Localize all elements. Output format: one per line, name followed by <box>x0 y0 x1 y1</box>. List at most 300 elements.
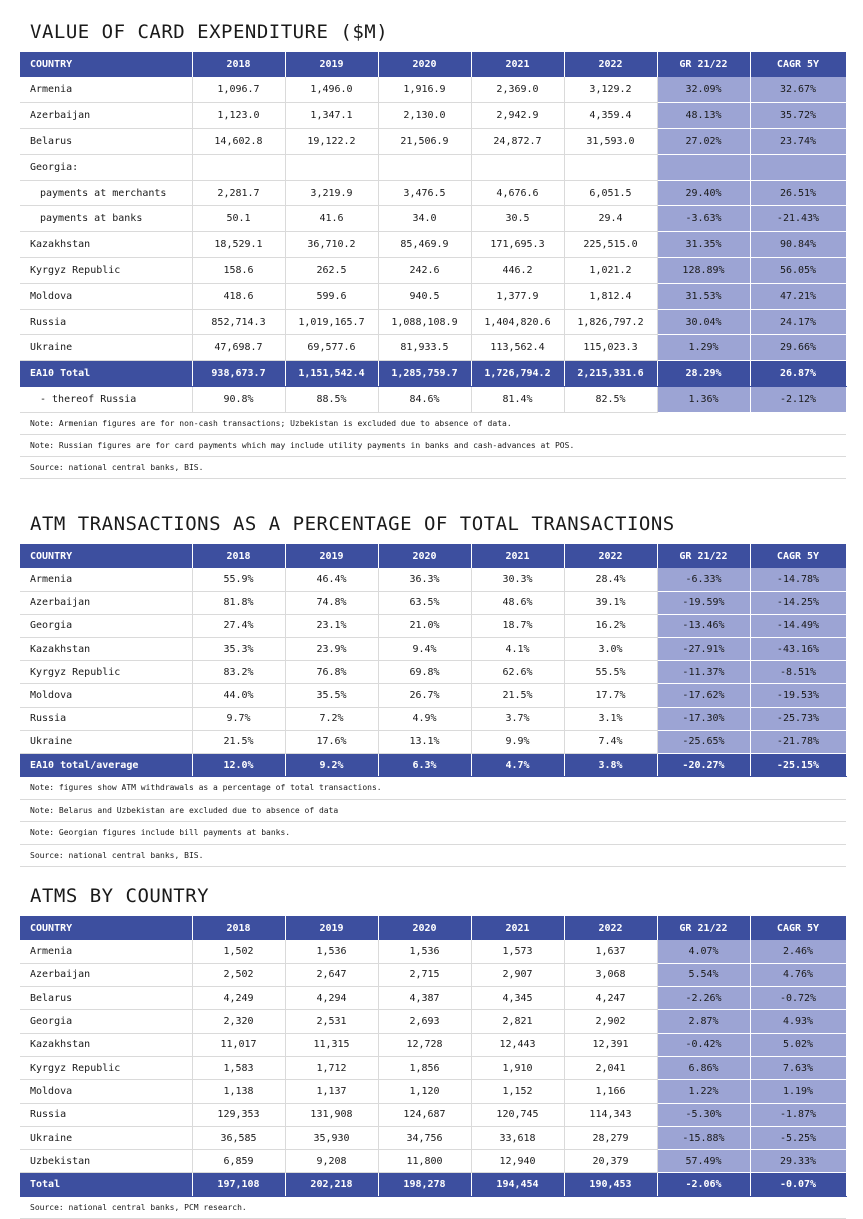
footnote: Note: Armenian figures are for non-cash transactions; Uzbekistan is excluded due to absence of data. <box>20 413 846 435</box>
cell-cagr-5y: 2.46% <box>750 940 846 963</box>
cell-2019: 7.2% <box>285 707 378 730</box>
row-label: EA10 Total <box>20 361 192 387</box>
cell-2021: 12,443 <box>471 1033 564 1056</box>
row-label: Uzbekistan <box>20 1150 192 1173</box>
cell-2019: 1,019,165.7 <box>285 309 378 335</box>
cell-2022: 16.2% <box>564 614 657 637</box>
cell-2021: 21.5% <box>471 684 564 707</box>
cell-2021: 4.7% <box>471 754 564 777</box>
table-row <box>20 154 846 180</box>
cell-cagr-5y: -14.49% <box>750 614 846 637</box>
row-label: Armenia <box>20 940 192 963</box>
footnote: Note: Russian figures are for card payments which may include utility payments in banks and cash-advances at POS. <box>20 435 846 457</box>
cell-2021: 1,726,794.2 <box>471 361 564 387</box>
cell-2022: 7.4% <box>564 730 657 753</box>
column-header-2020: 2020 <box>378 916 471 940</box>
cell-2022: 28,279 <box>564 1126 657 1149</box>
column-header-2021: 2021 <box>471 916 564 940</box>
column-header-2021: 2021 <box>471 52 564 77</box>
section-title: VALUE OF CARD EXPENDITURE ($M) <box>30 21 389 43</box>
table-row <box>20 232 846 258</box>
row-label: Georgia: <box>20 154 192 180</box>
cell-cagr-5y: -5.25% <box>750 1126 846 1149</box>
column-header-cagr-5y: CAGR 5Y <box>750 544 846 568</box>
cell-2020: 124,687 <box>378 1103 471 1126</box>
cell-2020: 1,916.9 <box>378 77 471 103</box>
row-label: Armenia <box>20 77 192 103</box>
cell-2019: 88.5% <box>285 387 378 413</box>
cell-2019: 23.9% <box>285 638 378 661</box>
cell-gr-21-22: 57.49% <box>657 1150 750 1173</box>
cell-2019: 36,710.2 <box>285 232 378 258</box>
data-table <box>20 52 847 413</box>
cell-2021: 2,942.9 <box>471 103 564 129</box>
cell-2018: 9.7% <box>192 707 285 730</box>
row-label: Azerbaijan <box>20 591 192 614</box>
cell-cagr-5y: -25.15% <box>750 754 846 777</box>
cell-2019: 2,531 <box>285 1010 378 1033</box>
cell-gr-21-22: 31.53% <box>657 283 750 309</box>
cell-2019: 35,930 <box>285 1126 378 1149</box>
row-label: Kyrgyz Republic <box>20 661 192 684</box>
cell-2018: 418.6 <box>192 283 285 309</box>
cell-cagr-5y: 4.76% <box>750 963 846 986</box>
row-label: Russia <box>20 707 192 730</box>
cell-2022: 190,453 <box>564 1173 657 1196</box>
cell-2019: 1,151,542.4 <box>285 361 378 387</box>
table-row <box>20 707 846 730</box>
column-header-2019: 2019 <box>285 544 378 568</box>
cell-2020: 34,756 <box>378 1126 471 1149</box>
cell-cagr-5y: 5.02% <box>750 1033 846 1056</box>
cell-2020: 242.6 <box>378 258 471 284</box>
row-label: Ukraine <box>20 730 192 753</box>
cell-2018: 18,529.1 <box>192 232 285 258</box>
header-row <box>20 52 846 77</box>
cell-2020: 69.8% <box>378 661 471 684</box>
cell-2020: 81,933.5 <box>378 335 471 361</box>
cell-2022: 55.5% <box>564 661 657 684</box>
cell-2022: 3.1% <box>564 707 657 730</box>
cell-2020: 84.6% <box>378 387 471 413</box>
column-header-2020: 2020 <box>378 52 471 77</box>
total-row <box>20 754 846 777</box>
source-note: Source: national central banks, BIS. <box>20 845 846 868</box>
table-row <box>20 335 846 361</box>
cell-cagr-5y: -2.12% <box>750 387 846 413</box>
cell-2022: 1,166 <box>564 1080 657 1103</box>
table-row <box>20 77 846 103</box>
row-label: Belarus <box>20 129 192 155</box>
table-row <box>20 591 846 614</box>
cell-2020: 21.0% <box>378 614 471 637</box>
row-label: Georgia <box>20 614 192 637</box>
table-row <box>20 309 846 335</box>
cell-2022: 1,021.2 <box>564 258 657 284</box>
cell-gr-21-22: -19.59% <box>657 591 750 614</box>
cell-2018: 11,017 <box>192 1033 285 1056</box>
cell-2021: 2,907 <box>471 963 564 986</box>
cell-2018: 1,502 <box>192 940 285 963</box>
footnote: Note: Belarus and Uzbekistan are excluded due to absence of data <box>20 800 846 823</box>
data-table <box>20 916 847 1197</box>
cell-2021: 12,940 <box>471 1150 564 1173</box>
cell-2022: 2,902 <box>564 1010 657 1033</box>
cell-2021: 1,910 <box>471 1056 564 1079</box>
cell-2021: 1,152 <box>471 1080 564 1103</box>
cell-2022: 28.4% <box>564 568 657 591</box>
cell-gr-21-22: -0.42% <box>657 1033 750 1056</box>
cell-2021: 446.2 <box>471 258 564 284</box>
cell-2020: 26.7% <box>378 684 471 707</box>
cell-cagr-5y: -1.87% <box>750 1103 846 1126</box>
cell-2018: 14,602.8 <box>192 129 285 155</box>
cell-cagr-5y: -25.73% <box>750 707 846 730</box>
column-header-cagr-5y: CAGR 5Y <box>750 916 846 940</box>
row-label: - thereof Russia <box>20 387 192 413</box>
cell-gr-21-22: -17.30% <box>657 707 750 730</box>
cell-2018: 27.4% <box>192 614 285 637</box>
table-row <box>20 206 846 232</box>
cell-cagr-5y: -21.78% <box>750 730 846 753</box>
table-row <box>20 1080 846 1103</box>
cell-2021: 48.6% <box>471 591 564 614</box>
cell-cagr-5y: 29.66% <box>750 335 846 361</box>
cell-2020: 1,536 <box>378 940 471 963</box>
cell-cagr-5y: 24.17% <box>750 309 846 335</box>
cell-cagr-5y: 90.84% <box>750 232 846 258</box>
footnote: Note: Georgian figures include bill payments at banks. <box>20 822 846 845</box>
cell-2022: 12,391 <box>564 1033 657 1056</box>
cell-2018: 21.5% <box>192 730 285 753</box>
cell-2019: 19,122.2 <box>285 129 378 155</box>
cell-cagr-5y <box>750 154 846 180</box>
cell-gr-21-22: 4.07% <box>657 940 750 963</box>
cell-2022: 1,637 <box>564 940 657 963</box>
cell-2022: 29.4 <box>564 206 657 232</box>
cell-gr-21-22: 28.29% <box>657 361 750 387</box>
cell-2019: 69,577.6 <box>285 335 378 361</box>
table-row <box>20 987 846 1010</box>
cell-2018 <box>192 154 285 180</box>
cell-2019: 1,496.0 <box>285 77 378 103</box>
data-table <box>20 544 847 777</box>
row-label: payments at banks <box>20 206 192 232</box>
cell-2019: 9.2% <box>285 754 378 777</box>
cell-gr-21-22: 6.86% <box>657 1056 750 1079</box>
cell-2018: 852,714.3 <box>192 309 285 335</box>
cell-cagr-5y: 56.05% <box>750 258 846 284</box>
column-header-gr-21-22: GR 21/22 <box>657 544 750 568</box>
cell-2021: 113,562.4 <box>471 335 564 361</box>
cell-2019: 1,536 <box>285 940 378 963</box>
table-row <box>20 684 846 707</box>
section-title: ATM TRANSACTIONS AS A PERCENTAGE OF TOTAL TRANSACTIONS <box>30 513 675 535</box>
cell-2021: 194,454 <box>471 1173 564 1196</box>
row-label: payments at merchants <box>20 180 192 206</box>
cell-2020: 11,800 <box>378 1150 471 1173</box>
cell-2018: 36,585 <box>192 1126 285 1149</box>
row-label: Ukraine <box>20 1126 192 1149</box>
row-label: Moldova <box>20 283 192 309</box>
column-header-2020: 2020 <box>378 544 471 568</box>
cell-2022: 6,051.5 <box>564 180 657 206</box>
table-row <box>20 1010 846 1033</box>
cell-gr-21-22: 2.87% <box>657 1010 750 1033</box>
row-label: Kyrgyz Republic <box>20 258 192 284</box>
cell-2020 <box>378 154 471 180</box>
cell-2018: 6,859 <box>192 1150 285 1173</box>
cell-2019: 4,294 <box>285 987 378 1010</box>
cell-cagr-5y: -0.72% <box>750 987 846 1010</box>
cell-cagr-5y: -14.78% <box>750 568 846 591</box>
cell-2018: 47,698.7 <box>192 335 285 361</box>
cell-gr-21-22: 32.09% <box>657 77 750 103</box>
source-note: Source: national central banks, BIS. <box>20 457 846 479</box>
table-row <box>20 638 846 661</box>
cell-2020: 2,715 <box>378 963 471 986</box>
cell-cagr-5y: 32.67% <box>750 77 846 103</box>
cell-gr-21-22: 1.36% <box>657 387 750 413</box>
cell-2020: 3,476.5 <box>378 180 471 206</box>
cell-2018: 158.6 <box>192 258 285 284</box>
table-row <box>20 1150 846 1173</box>
cell-2018: 12.0% <box>192 754 285 777</box>
cell-2019: 41.6 <box>285 206 378 232</box>
cell-2018: 1,096.7 <box>192 77 285 103</box>
cell-2020: 1,856 <box>378 1056 471 1079</box>
cell-2019: 23.1% <box>285 614 378 637</box>
section-title: ATMS BY COUNTRY <box>30 885 210 907</box>
cell-2020: 2,130.0 <box>378 103 471 129</box>
cell-2022: 1,826,797.2 <box>564 309 657 335</box>
cell-2020: 13.1% <box>378 730 471 753</box>
row-label: Moldova <box>20 684 192 707</box>
cell-gr-21-22: -13.46% <box>657 614 750 637</box>
table-row <box>20 730 846 753</box>
cell-2021: 2,369.0 <box>471 77 564 103</box>
cell-gr-21-22: 48.13% <box>657 103 750 129</box>
cell-2018: 2,281.7 <box>192 180 285 206</box>
row-label: Kazakhstan <box>20 232 192 258</box>
column-header-gr-21-22: GR 21/22 <box>657 916 750 940</box>
cell-2020: 63.5% <box>378 591 471 614</box>
cell-2020: 36.3% <box>378 568 471 591</box>
atms-by-country-section <box>20 884 846 1219</box>
cell-gr-21-22: -15.88% <box>657 1126 750 1149</box>
table-row <box>20 940 846 963</box>
cell-2018: 129,353 <box>192 1103 285 1126</box>
cell-gr-21-22: 27.02% <box>657 129 750 155</box>
column-header-gr-21-22: GR 21/22 <box>657 52 750 77</box>
cell-cagr-5y: -19.53% <box>750 684 846 707</box>
column-header-country: COUNTRY <box>20 544 192 568</box>
cell-gr-21-22: -11.37% <box>657 661 750 684</box>
cell-2019: 76.8% <box>285 661 378 684</box>
cell-2019: 74.8% <box>285 591 378 614</box>
cell-cagr-5y: -8.51% <box>750 661 846 684</box>
cell-2018: 2,502 <box>192 963 285 986</box>
cell-gr-21-22: 5.54% <box>657 963 750 986</box>
cell-cagr-5y: 23.74% <box>750 129 846 155</box>
table-row <box>20 103 846 129</box>
cell-2020: 1,120 <box>378 1080 471 1103</box>
cell-2019: 46.4% <box>285 568 378 591</box>
cell-gr-21-22: 1.22% <box>657 1080 750 1103</box>
cell-2018: 50.1 <box>192 206 285 232</box>
table-row <box>20 1126 846 1149</box>
cell-2020: 4.9% <box>378 707 471 730</box>
cell-2020: 940.5 <box>378 283 471 309</box>
row-label: Total <box>20 1173 192 1196</box>
table-row <box>20 129 846 155</box>
cell-2022: 20,379 <box>564 1150 657 1173</box>
cell-2020: 9.4% <box>378 638 471 661</box>
cell-2020: 21,506.9 <box>378 129 471 155</box>
cell-2021: 9.9% <box>471 730 564 753</box>
row-label: Georgia <box>20 1010 192 1033</box>
cell-2018: 35.3% <box>192 638 285 661</box>
cell-2019: 599.6 <box>285 283 378 309</box>
cell-2020: 2,693 <box>378 1010 471 1033</box>
cell-2020: 12,728 <box>378 1033 471 1056</box>
cell-cagr-5y: -14.25% <box>750 591 846 614</box>
cell-cagr-5y: -0.07% <box>750 1173 846 1196</box>
cell-2022: 4,247 <box>564 987 657 1010</box>
cell-2020: 1,285,759.7 <box>378 361 471 387</box>
row-label: Azerbaijan <box>20 103 192 129</box>
cell-2021: 18.7% <box>471 614 564 637</box>
cell-2019: 1,712 <box>285 1056 378 1079</box>
cell-cagr-5y: 26.51% <box>750 180 846 206</box>
cell-2018: 90.8% <box>192 387 285 413</box>
table-row <box>20 1033 846 1056</box>
column-header-2021: 2021 <box>471 544 564 568</box>
column-header-2022: 2022 <box>564 52 657 77</box>
cell-gr-21-22: 1.29% <box>657 335 750 361</box>
row-label: Kazakhstan <box>20 638 192 661</box>
cell-2021: 30.5 <box>471 206 564 232</box>
cell-2019: 202,218 <box>285 1173 378 1196</box>
table-row <box>20 614 846 637</box>
cell-gr-21-22: 29.40% <box>657 180 750 206</box>
cell-2020: 4,387 <box>378 987 471 1010</box>
cell-2022: 31,593.0 <box>564 129 657 155</box>
cell-2022 <box>564 154 657 180</box>
total-row <box>20 361 846 387</box>
cell-2021 <box>471 154 564 180</box>
row-label: Ukraine <box>20 335 192 361</box>
column-header-2022: 2022 <box>564 544 657 568</box>
cell-2018: 44.0% <box>192 684 285 707</box>
cell-2018: 1,583 <box>192 1056 285 1079</box>
cell-2021: 4,676.6 <box>471 180 564 206</box>
cell-2022: 4,359.4 <box>564 103 657 129</box>
cell-2019: 3,219.9 <box>285 180 378 206</box>
row-label: Kyrgyz Republic <box>20 1056 192 1079</box>
cell-2022: 115,023.3 <box>564 335 657 361</box>
row-label: Moldova <box>20 1080 192 1103</box>
cell-2022: 39.1% <box>564 591 657 614</box>
atm-transactions-section <box>20 512 846 867</box>
cell-gr-21-22: -27.91% <box>657 638 750 661</box>
column-header-2018: 2018 <box>192 52 285 77</box>
cell-cagr-5y: 1.19% <box>750 1080 846 1103</box>
table-row <box>20 963 846 986</box>
cell-2018: 1,123.0 <box>192 103 285 129</box>
cell-2022: 2,215,331.6 <box>564 361 657 387</box>
column-header-2018: 2018 <box>192 916 285 940</box>
cell-2021: 1,573 <box>471 940 564 963</box>
column-header-2019: 2019 <box>285 916 378 940</box>
row-label: Azerbaijan <box>20 963 192 986</box>
column-header-cagr-5y: CAGR 5Y <box>750 52 846 77</box>
cell-2021: 3.7% <box>471 707 564 730</box>
cell-2022: 3,129.2 <box>564 77 657 103</box>
cell-2020: 6.3% <box>378 754 471 777</box>
cell-2021: 33,618 <box>471 1126 564 1149</box>
table-row <box>20 180 846 206</box>
column-header-country: COUNTRY <box>20 52 192 77</box>
header-row <box>20 916 846 940</box>
cell-gr-21-22: 31.35% <box>657 232 750 258</box>
cell-gr-21-22: -3.63% <box>657 206 750 232</box>
cell-2021: 120,745 <box>471 1103 564 1126</box>
cell-2021: 30.3% <box>471 568 564 591</box>
cell-2020: 85,469.9 <box>378 232 471 258</box>
cell-2018: 83.2% <box>192 661 285 684</box>
table-row <box>20 1056 846 1079</box>
cell-gr-21-22: -17.62% <box>657 684 750 707</box>
cell-2019: 2,647 <box>285 963 378 986</box>
cell-2020: 1,088,108.9 <box>378 309 471 335</box>
cell-2022: 114,343 <box>564 1103 657 1126</box>
cell-cagr-5y: -43.16% <box>750 638 846 661</box>
cell-2021: 1,404,820.6 <box>471 309 564 335</box>
cell-cagr-5y: 47.21% <box>750 283 846 309</box>
column-header-2022: 2022 <box>564 916 657 940</box>
row-label: EA10 total/average <box>20 754 192 777</box>
cell-gr-21-22: 30.04% <box>657 309 750 335</box>
table-row <box>20 258 846 284</box>
column-header-2018: 2018 <box>192 544 285 568</box>
cell-cagr-5y: 29.33% <box>750 1150 846 1173</box>
cell-gr-21-22: -2.26% <box>657 987 750 1010</box>
cell-2018: 1,138 <box>192 1080 285 1103</box>
cell-cagr-5y: -21.43% <box>750 206 846 232</box>
cell-gr-21-22: -2.06% <box>657 1173 750 1196</box>
cell-2018: 2,320 <box>192 1010 285 1033</box>
cell-cagr-5y: 35.72% <box>750 103 846 129</box>
cell-2019: 1,137 <box>285 1080 378 1103</box>
cell-gr-21-22 <box>657 154 750 180</box>
cell-2018: 938,673.7 <box>192 361 285 387</box>
cell-2018: 81.8% <box>192 591 285 614</box>
cell-2019: 35.5% <box>285 684 378 707</box>
cell-2022: 82.5% <box>564 387 657 413</box>
cell-2020: 198,278 <box>378 1173 471 1196</box>
source-note: Source: national central banks, PCM research. <box>20 1197 846 1219</box>
row-label: Russia <box>20 309 192 335</box>
row-label: Kazakhstan <box>20 1033 192 1056</box>
cell-2022: 1,812.4 <box>564 283 657 309</box>
table-row <box>20 1103 846 1126</box>
cell-2021: 4,345 <box>471 987 564 1010</box>
table-row <box>20 568 846 591</box>
cell-cagr-5y: 4.93% <box>750 1010 846 1033</box>
cell-gr-21-22: -25.65% <box>657 730 750 753</box>
cell-2021: 2,821 <box>471 1010 564 1033</box>
